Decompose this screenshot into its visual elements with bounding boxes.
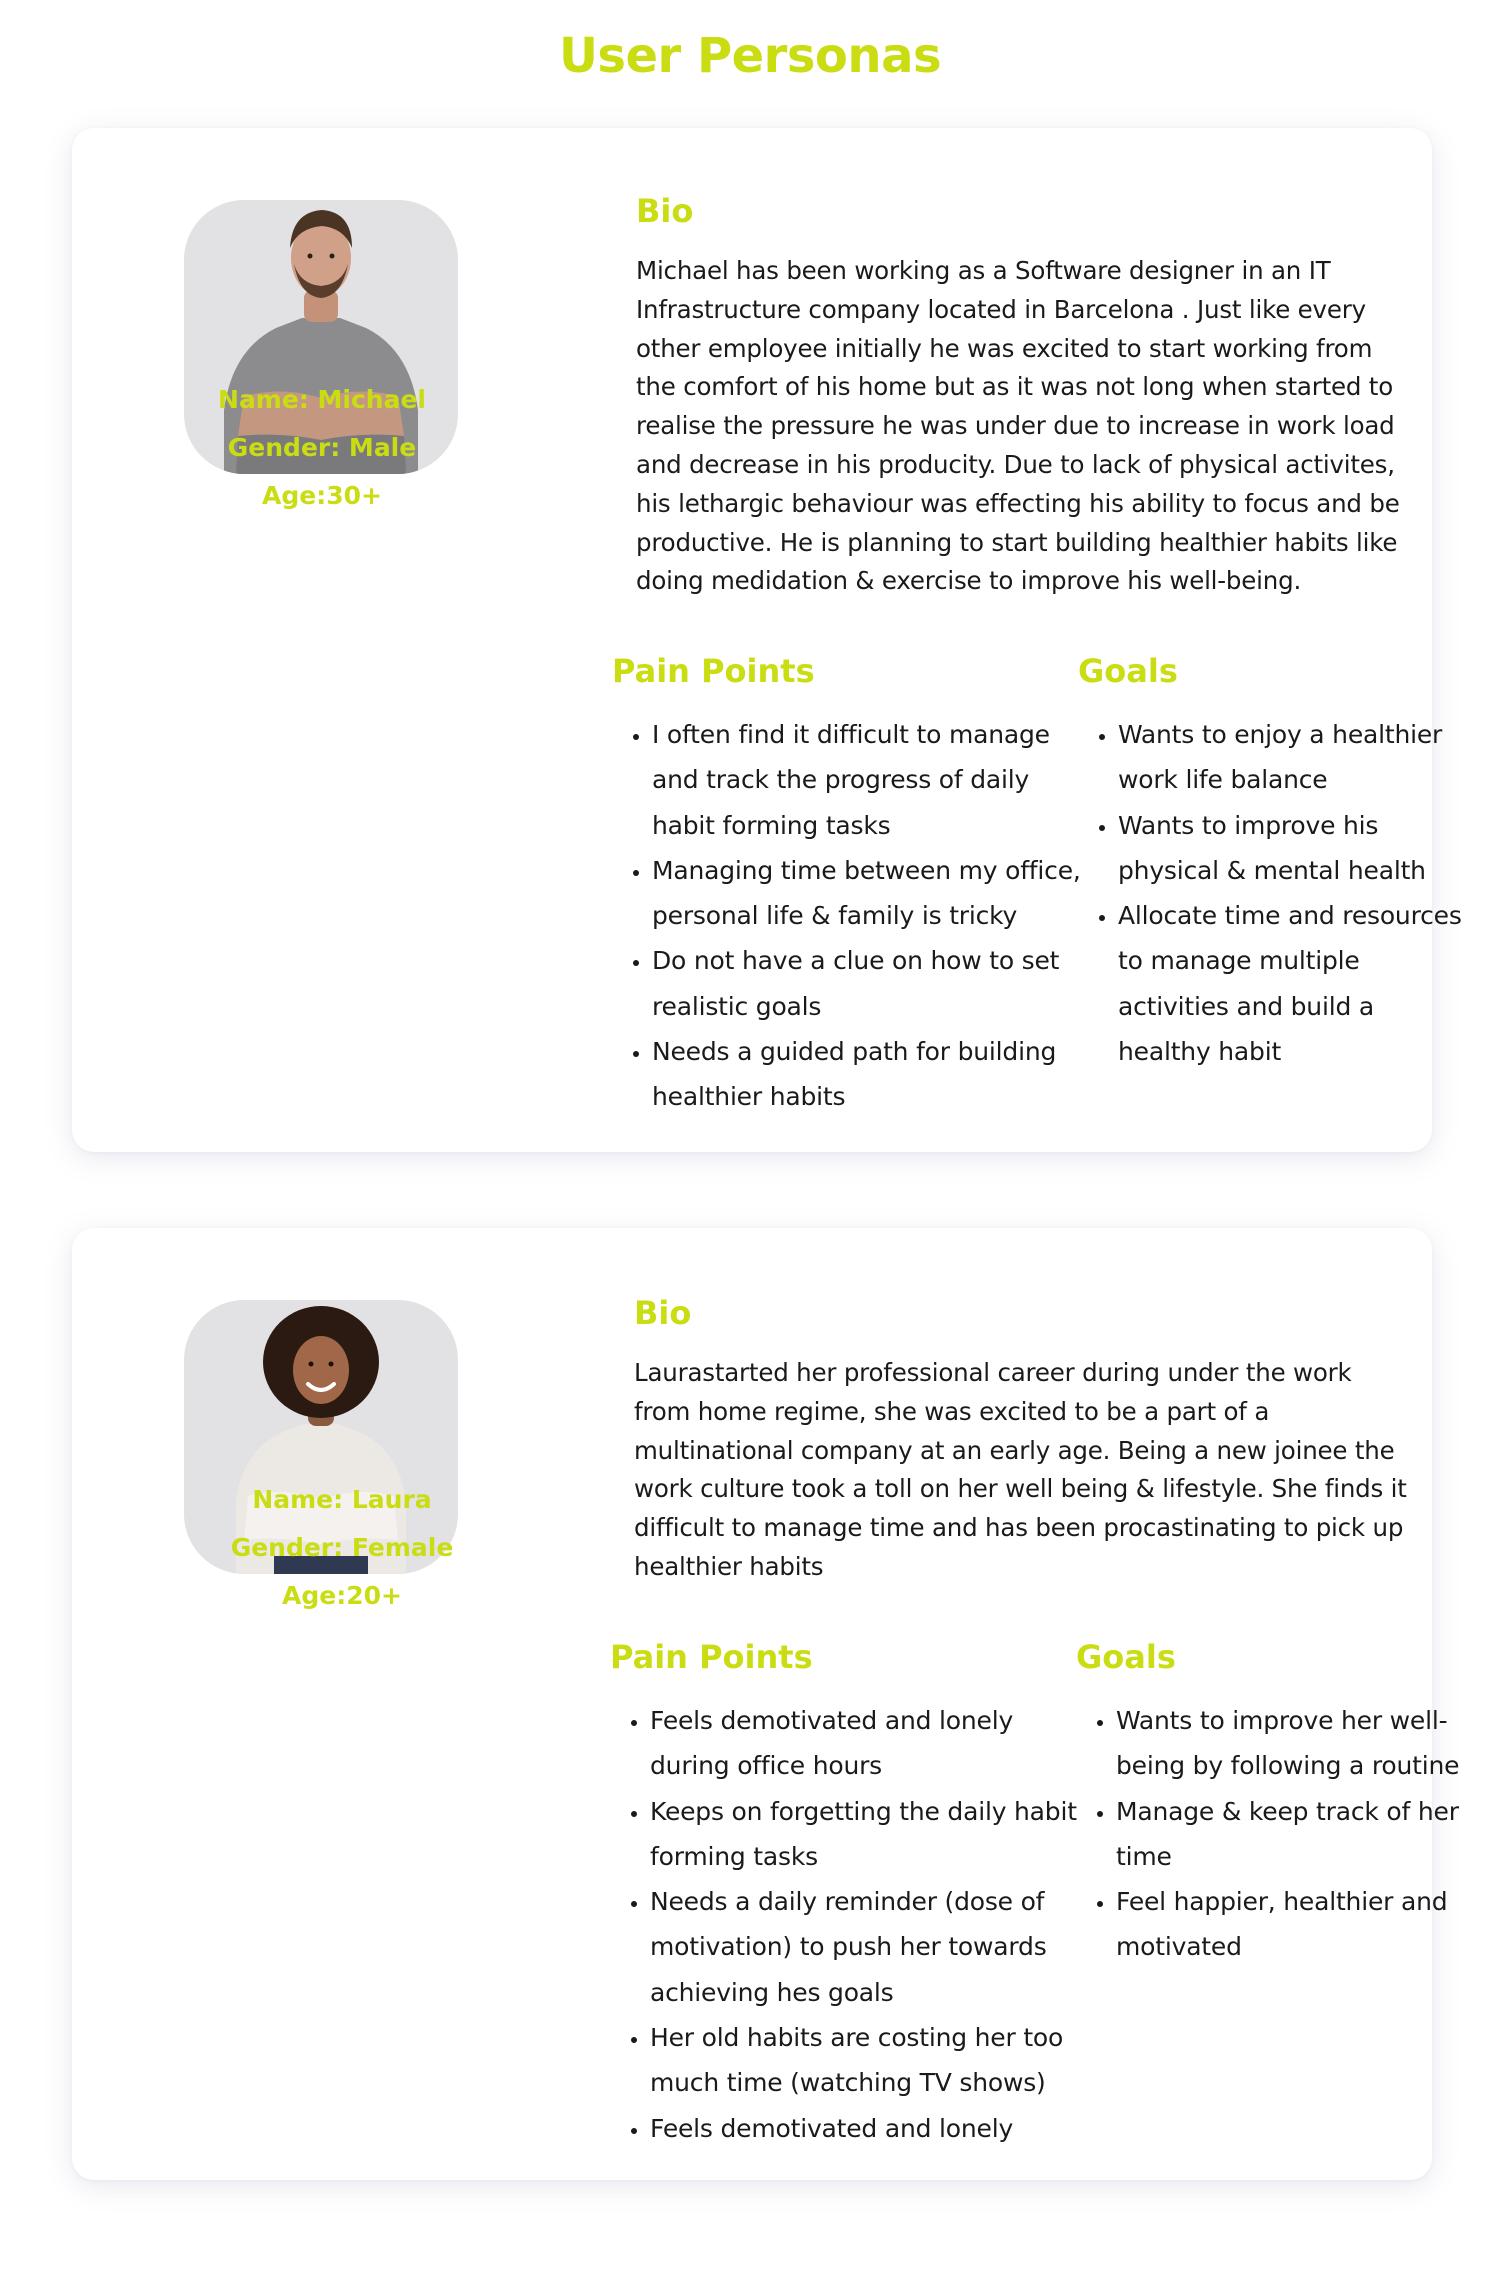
pain-points-list xyxy=(612,712,1092,1120)
pain-point-item: • I often find it difficult to manage and track the progress of daily habit forming tasks xyxy=(652,712,1092,848)
goal-item: • Wants to enjoy a healthier work life balance xyxy=(1118,712,1468,803)
page-title: User Personas xyxy=(558,28,942,84)
goal-item: • Manage & keep track of her time xyxy=(1116,1789,1466,1880)
persona-age: Age:20+ xyxy=(282,1581,402,1610)
pain-point-item: • Managing time between my office, personal life & family is tricky xyxy=(652,848,1092,939)
goals-list xyxy=(1076,1698,1466,1970)
bio-heading: Bio xyxy=(634,1294,692,1332)
persona-age: Age:30+ xyxy=(262,481,382,510)
persona-name: Name: Laura xyxy=(252,1485,432,1514)
persona-card-michael xyxy=(72,128,1462,1152)
goals-heading: Goals xyxy=(1078,652,1178,690)
persona-gender: Gender: Male xyxy=(227,433,417,462)
pain-point-item: • Needs a guided path for building healthier habits xyxy=(652,1029,1092,1120)
pain-point-item: • Do not have a clue on how to set realistic goals xyxy=(652,938,1092,1029)
pain-points-heading: Pain Points xyxy=(610,1638,813,1676)
goal-item: • Wants to improve her well-being by following a routine xyxy=(1116,1698,1466,1789)
bio-heading: Bio xyxy=(636,192,694,230)
persona-meta xyxy=(112,376,532,520)
goals-list xyxy=(1078,712,1468,1074)
bio-text: Michael has been working as a Software designer in an IT Infrastructure company located in Barcelona . Just like every other employee initially he was excited to start working from the comfort of his home but as it was not long when started to realise the pressure he was under due to increase in work load and decrease in his producity. Due to lack of physical activites, his lethargic behaviour was effecting his ability to focus and be productive. He is planning to start building healthier habits like doing medidation & exercise to improve his well-being. xyxy=(636,256,1400,596)
pain-point-item: • Her old habits are costing her too much time (watching TV shows) xyxy=(650,2015,1090,2106)
pain-point-item: • Feels demotivated and lonely xyxy=(650,2106,1090,2151)
persona-meta xyxy=(132,1476,552,1620)
pain-points-list xyxy=(610,1698,1090,2151)
bio-text: Laurastarted her professional career during under the work from home regime, she was excited to be a part of a multinational company at an early age. Being a new joinee the work culture took a toll on her well being & lifestyle. She finds it difficult to manage time and has been procastinating to pick up healthier habits xyxy=(634,1358,1407,1581)
pain-point-item: • Keeps on forgetting the daily habit forming tasks xyxy=(650,1789,1090,1880)
persona-name: Name: Michael xyxy=(218,385,426,414)
goal-item: • Wants to improve his physical & mental health xyxy=(1118,803,1468,894)
goals-heading: Goals xyxy=(1076,1638,1176,1676)
goal-item: • Allocate time and resources to manage multiple activities and build a healthy habit xyxy=(1118,893,1468,1074)
pain-points-heading: Pain Points xyxy=(612,652,815,690)
goal-item: • Feel happier, healthier and motivated xyxy=(1116,1879,1466,1970)
pain-point-item: • Needs a daily reminder (dose of motivation) to push her towards achieving hes goals xyxy=(650,1879,1090,2015)
pain-point-item: • Feels demotivated and lonely during office hours xyxy=(650,1698,1090,1789)
persona-gender: Gender: Female xyxy=(230,1533,454,1562)
persona-card-laura xyxy=(72,1228,1460,2180)
